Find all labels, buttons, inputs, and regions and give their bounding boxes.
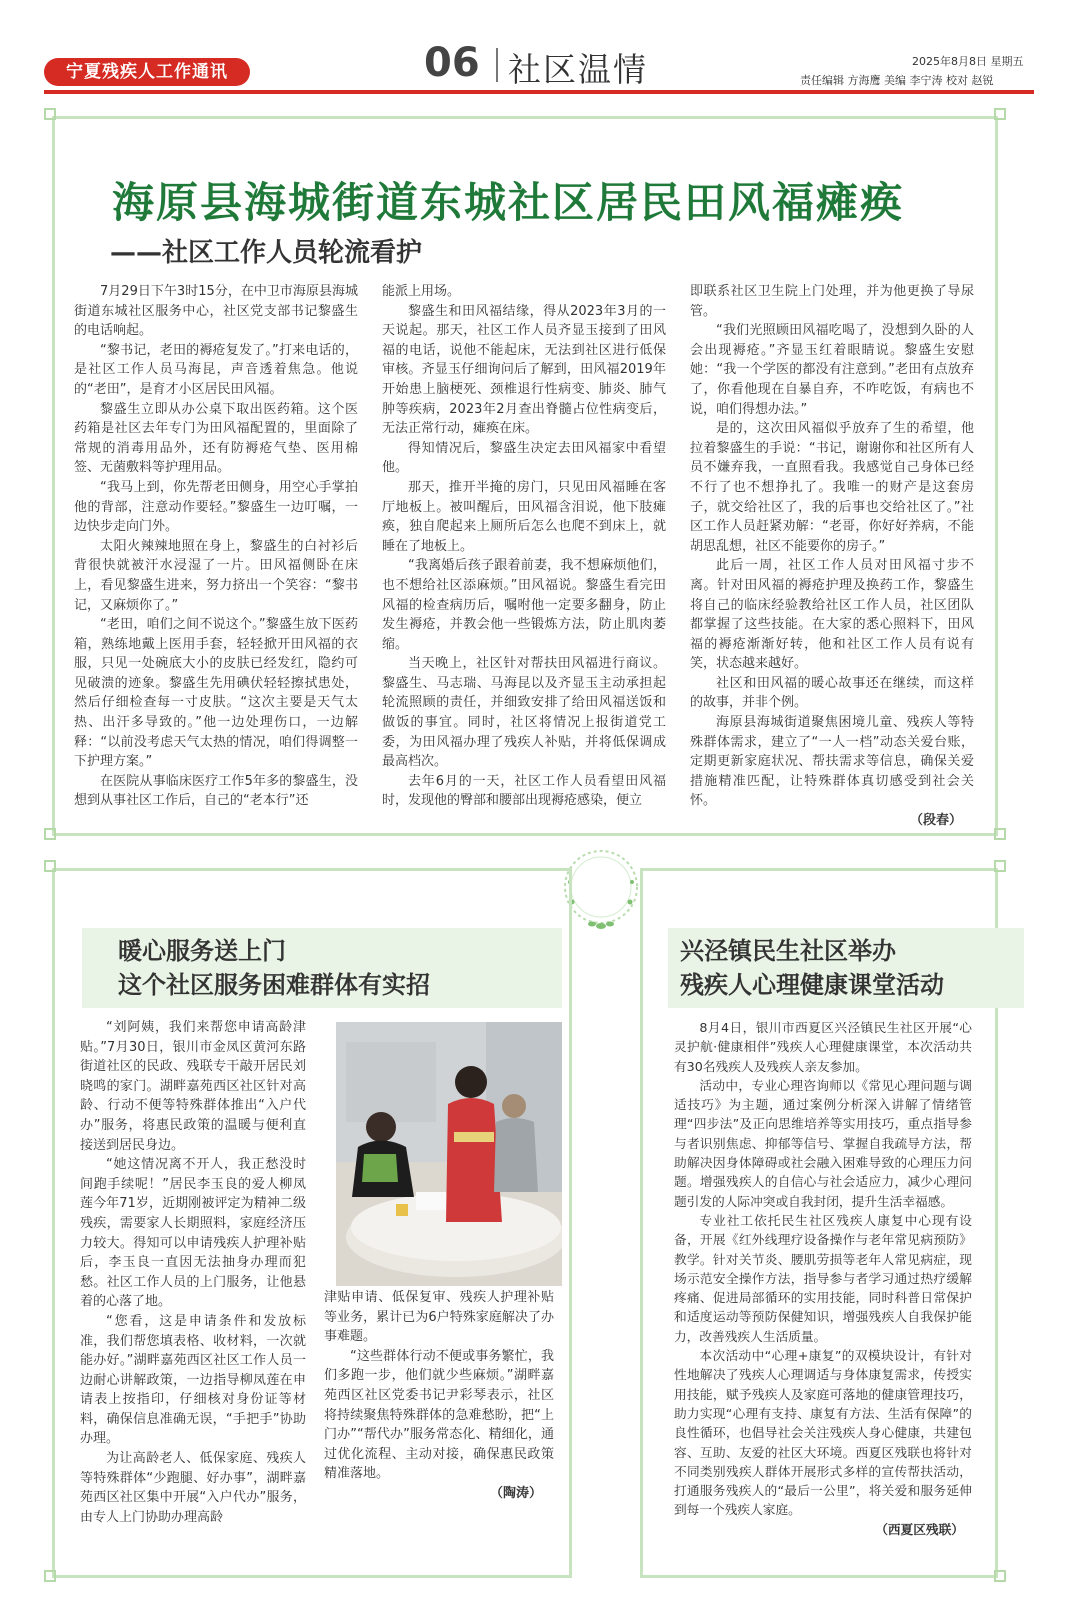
article3-title-box bbox=[668, 928, 1024, 1008]
lead-headline: 海原县海城街道东城社区居民田风福瘫痪 bbox=[112, 178, 905, 227]
article2-column-1 bbox=[80, 1018, 306, 1527]
frame-corner-ornament bbox=[994, 860, 1006, 872]
paragraph: “我离婚后孩子跟着前妻，我不想麻烦他们，也不想给社区添麻烦。”田风福说。黎盛生看完田风福的检查病历后，嘱咐他一定要多翻身，防止发生褥疮，并教会他一些锻炼方法，防止肌肉萎缩。 bbox=[382, 558, 666, 652]
paragraph: 为让高龄老人、低保家庭、残疾人等特殊群体“少跑腿、好办事”，湖畔嘉苑西区社区集中开展“入户代办”服务，由专人上门协助办理高龄 bbox=[80, 1451, 306, 1525]
article3-body bbox=[674, 1018, 972, 1539]
paragraph: “刘阿姨，我们来帮您申请高龄津贴。”7月30日，银川市金凤区黄河东路街道社区的民政、残联专干敲开居民刘晓鸣的家门。湖畔嘉苑西区社区针对高龄、行动不便等特殊群体推出“入户代办”服务，将惠民政策的温暖与便利直接送到居民身边。 bbox=[80, 1020, 306, 1153]
paragraph: 活动中，专业心理咨询师以《常见心理问题与调适技巧》为主题，通过案例分析深入讲解了情绪管理“四步法”及正向思维培养等实用技巧，重点指导参与者识别焦虑、抑郁等信号、掌握自我疏导方法，帮助解决因身体障碍或社会融入困难导致的心理压力问题。增强残疾人的自信心与社会适应力，减少心理问题引发的人际冲突或自我封闭，提升生活幸福感。 bbox=[674, 1077, 972, 1209]
paragraph: 即联系社区卫生院上门处理，并为他更换了导尿管。 bbox=[690, 284, 974, 319]
paragraph: 海原县海城街道聚焦困境儿童、残疾人等特殊群体需求，建立了“一人一档”动态关爱台账，定期更新家庭状况、帮扶需求等信息，确保关爱措施精准匹配，让特殊群体真切感受到社会关怀。 bbox=[690, 715, 974, 809]
frame-corner-ornament bbox=[44, 108, 56, 120]
paragraph: 黎盛生和田风福结缘，得从2023年3月的一天说起。那天，社区工作人员齐显玉接到了田风福的电话，说他不能起床，无法到社区进行低保审核。齐显玉仔细询问后了解到，田风福2019年开始患上脑梗死、颈椎退行性病变、肺炎、肺气肿等疾病，2023年2月查出脊髓占位性病变后，无法正常行动，瘫痪在床。 bbox=[382, 303, 666, 437]
paragraph: 社区和田风福的暖心故事还在继续，而这样的故事，并非个例。 bbox=[690, 675, 974, 711]
paragraph: 当天晚上，社区针对帮扶田风福进行商议。黎盛生、马志瑞、马海昆以及齐显玉主动承担起轮流照顾的责任，并细致安排了给田风福送饭和做饭的事宜。同时，社区将情况上报街道党工委，为田风福办理了残疾人补贴，并将低保调成最高档次。 bbox=[382, 656, 666, 770]
paragraph: “她这情况离不开人，我正愁没时间跑手续呢！”居民李玉良的爱人柳凤莲今年71岁，近期刚被评定为精神二级残疾，需要家人长期照料，家庭经济压力较大。得知可以申请残疾人护理补贴后，李玉良一直因无法抽身办理而犯愁。社区工作人员的上门服务，让他悬着的心落了地。 bbox=[80, 1157, 306, 1310]
home-visit-photo bbox=[336, 1022, 562, 1286]
frame-corner-ornament bbox=[44, 860, 56, 872]
byline: （段春） bbox=[909, 813, 962, 829]
page-number: 06 bbox=[424, 40, 480, 86]
paragraph: “您看，这是申请条件和发放标准，我们帮您填表格、收材料，一次就能办好。”湖畔嘉苑西区社区工作人员一边耐心讲解政策，一边指导柳凤莲在申请表上按指印，仔细核对身份证等材料，确保信息准确无误，“手把手”协助办理。 bbox=[80, 1313, 306, 1447]
byline: （西夏区残联） bbox=[875, 1521, 964, 1537]
byline: （陶涛） bbox=[489, 1485, 542, 1501]
paragraph: 在医院从事临床医疗工作5年多的黎盛生，没想到从事社区工作后，自己的“老本行”还 bbox=[74, 773, 358, 809]
header-divider bbox=[496, 48, 498, 82]
frame-corner-ornament bbox=[44, 828, 56, 840]
frame-corner-ornament bbox=[994, 108, 1006, 120]
paragraph: 7月29日下午3时15分，在中卫市海原县海城街道东城社区服务中心，社区党支部书记黎盛生的电话响起。 bbox=[74, 284, 358, 339]
lead-subheadline: ——社区工作人员轮流看护 bbox=[110, 238, 423, 268]
section-title: 社区温情 bbox=[508, 50, 648, 89]
paragraph: 8月4日，银川市西夏区兴泾镇民生社区开展“心灵护航·健康相伴”残疾人心理健康课堂，本次活动共有30名残疾人及残疾人亲友参加。 bbox=[674, 1020, 972, 1074]
paragraph: 能派上用场。 bbox=[382, 284, 461, 299]
editor-credits: 责任编辑 方海鹰 美编 李宁涛 校对 赵锐 bbox=[800, 74, 994, 87]
article2-column-2 bbox=[324, 1288, 554, 1504]
article3-title-line2: 残疾人心理健康课堂活动 bbox=[680, 971, 944, 999]
paragraph: 津贴申请、低保复审、残疾人护理补贴等业务，累计已为6户特殊家庭解决了办事难题。 bbox=[324, 1290, 554, 1345]
article2-title-box bbox=[82, 928, 562, 1008]
paragraph: 专业社工依托民生社区残疾人康复中心现有设备，开展《红外线理疗设备操作与老年常见病预防》教学。针对关节炎、腰肌劳损等老年人常见病症，现场示范安全操作方法，指导参与者学习通过热疗缓解疼痛、促进局部循环的实用技能，同时科普日常保护和适度运动等预防保健知识，增强残疾人自我保护能力，改善残疾人生活质量。 bbox=[674, 1212, 972, 1344]
paragraph: 此后一周，社区工作人员对田风福寸步不离。针对田风福的褥疮护理及换药工作，黎盛生将自己的临床经验教给社区工作人员，社区团队都掌握了这些技能。在大家的悉心照料下，田风福的褥疮渐渐好转，他和社区工作人员有说有笑，状态越来越好。 bbox=[690, 558, 974, 672]
paragraph: 本次活动中“心理+康复”的双模块设计，有针对性地解决了残疾人心理调适与身体康复需求，传授实用技能，赋予残疾人及家庭可落地的健康管理技巧，助力实现“心理有支持、康复有方法、生活有保障”的良性循环，也倡导社会关注残疾人身心健康，共建包容、互助、友爱的社区大环境。西夏区残联也将针对不同类别残疾人群体开展形式多样的宣传帮扶活动，打通服务残疾人的“最后一公里”，将关爱和服务延伸到每一个残疾人家庭。 bbox=[674, 1348, 972, 1518]
lead-column-1 bbox=[74, 282, 358, 811]
paragraph: “老田，咱们之间不说这个。”黎盛生放下医药箱，熟练地戴上医用手套，轻轻掀开田风福的衣服，只见一处碗底大小的皮肤已经发红，隐约可见破溃的迹象。黎盛生先用碘伏轻轻擦拭患处，然后仔细检查每一寸皮肤。“这次主要是天气太热、出汗多导致的。”他一边处理伤口，一边解释：“以前没考虑天气太热的情况，咱们得调整一下护理方案。” bbox=[74, 617, 358, 770]
paragraph: “这些群体行动不便或事务繁忙，我们多跑一步，他们就少些麻烦。”湖畔嘉苑西区社区党委书记尹彩琴表示，社区将持续聚焦特殊群体的急难愁盼，把“上门办”“帮代办”服务常态化、精细化，通过优化流程、主动对接，确保惠民政策精准落地。 bbox=[324, 1348, 554, 1482]
paragraph: 黎盛生立即从办公桌下取出医药箱。这个医药箱是社区去年专门为田风福配置的，里面除了常规的消毒用品外，还有防褥疮气垫、医用棉签、无菌敷料等护理用品。 bbox=[74, 401, 358, 476]
lead-column-2 bbox=[382, 282, 666, 811]
frame-corner-ornament bbox=[994, 1570, 1006, 1582]
header-rule bbox=[44, 90, 1034, 94]
lead-column-3 bbox=[690, 282, 974, 831]
paragraph: “我马上到，你先帮老田侧身，用空心手掌拍他的背部，注意动作要轻。”黎盛生一边叮嘱，一边快步走向门外。 bbox=[74, 479, 358, 535]
paragraph: 得知情况后，黎盛生决定去田风福家中看望他。 bbox=[382, 440, 666, 476]
paragraph: 去年6月的一天，社区工作人员看望田风福时，发现他的臀部和腰部出现褥疮感染，便立 bbox=[382, 773, 666, 809]
article2-title-line2: 这个社区服务困难群体有实招 bbox=[118, 971, 430, 999]
paragraph: “黎书记，老田的褥疮复发了。”打来电话的，是社区工作人员马海昆，声音透着焦急。他说的“老田”，是育才小区居民田风福。 bbox=[74, 342, 358, 397]
paragraph: 太阳火辣辣地照在身上，黎盛生的白衬衫后背很快就被汗水浸湿了一片。田风福侧卧在床上，看见黎盛生进来，努力挤出一个笑容：“黎书记，又麻烦你了。” bbox=[74, 538, 358, 613]
article2-title-line1: 暖心服务送上门 bbox=[118, 937, 286, 965]
paragraph: 是的，这次田风福似乎放弃了生的希望，他拉着黎盛生的手说：“书记，谢谢你和社区所有人员不嫌弃我，一直照看我。我感觉自己身体已经不行了也不想挣扎了。我唯一的财产是这套房子，就交给社区了，我的后事也交给社区了。”社区工作人员赶紧劝解：“老哥，你好好养病，不能胡思乱想，社区不能要你的房子。” bbox=[690, 421, 974, 554]
newspaper-brand-badge: 宁夏残疾人工作通讯 bbox=[44, 58, 250, 86]
frame-corner-ornament bbox=[994, 828, 1006, 840]
frame-corner-ornament bbox=[44, 1570, 56, 1582]
paragraph: 那天，推开半掩的房门，只见田风福睡在客厅地板上。被叫醒后，田风福含泪说，他下肢瘫痪，独自爬起来上厕所后怎么也爬不到床上，就睡在了地板上。 bbox=[382, 479, 666, 554]
article3-title-line1: 兴泾镇民生社区举办 bbox=[680, 937, 896, 965]
paragraph: “我们光照顾田风福吃喝了，没想到久卧的人会出现褥疮。”齐显玉红着眼睛说。黎盛生安慰她：“我一个学医的都没有注意到。”老田有点放弃了，你看他现在自暴自弃，不咋吃饭，有病也不说，咱们得想办法。” bbox=[690, 323, 974, 417]
issue-date: 2025年8月8日 星期五 bbox=[912, 55, 1024, 68]
